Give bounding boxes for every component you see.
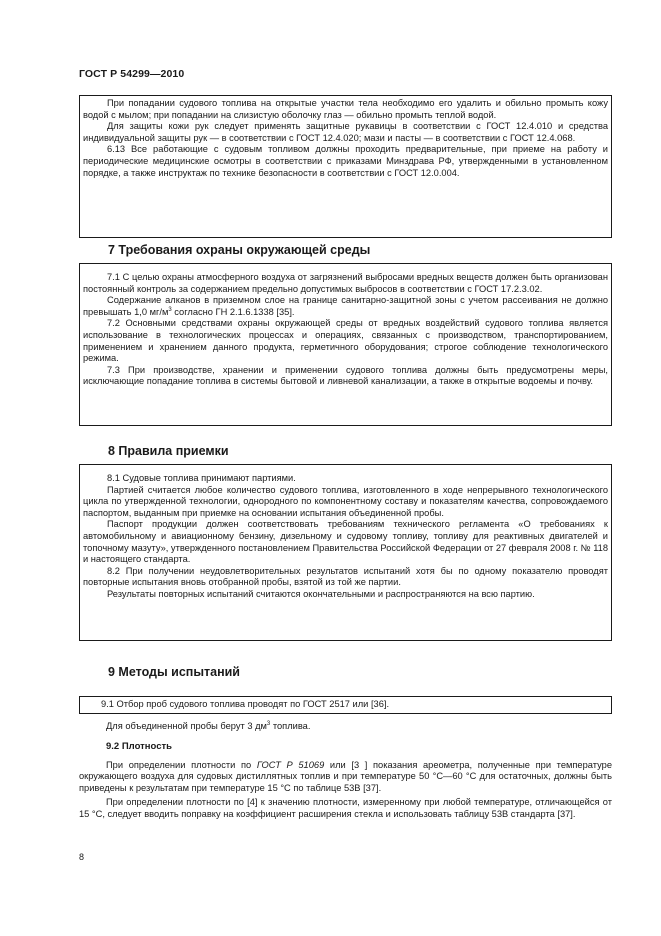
page-number: 8 [79,852,85,862]
section-7-heading: 7 Требования охраны окружающей среды [108,243,371,257]
boxed-text-9-1 [79,696,612,714]
paragraph-9-2-2: При определении плотности по [4] к значению плотности, измеренному при любой температуре, отличающейся от 15 °С, следует вводить поправку на коэффициент расширения стекла и использовать таблицу 53В стандарта [37]. [79,797,612,819]
paragraph-batch-definition: Партией считается любое количество судового топлива, изготовленного в ходе непрерывного технологического цикла по утвержденной технологии, однородного по компонентному составу и показателям качества, сопровождаемого паспортом, выданным при приемке на основании испытания объединенной пробы. [83,484,608,518]
document-header: ГОСТ Р 54299—2010 [79,68,185,80]
section-9-heading: 9 Методы испытаний [108,665,240,679]
paragraph-skin-contact: При попадании судового топлива на открытые участки тела необходимо его удалить и обильно промыть кожу водой с мылом; при попадании на слизистую оболочку глаз — обильно промыть теплой водой. [83,98,608,120]
paragraph-8-1: 8.1 Судовые топлива принимают партиями. [107,473,296,483]
paragraph-alkanes: Содержание алканов в приземном слое на границе санитарно-защитной зоны с учетом рассеивания не должно превышать 1,0 $мг/м^3$ согласно ГН 2.1.6.1338 [35]. [83,295,608,317]
paragraph-9-2-1: При определении плотности по ГОСТ Р 51069 или [3 ] показания ареометра, полученные при температуре окружающего воздуха для судовых дистиллятных топлив и при температуре 50 °С—60 °С для остаточных, должны быть приведены к результатам при температуре 15 °С по таблице 53В [37]. [79,759,612,793]
paragraph-9-1: 9.1 Отбор проб судового топлива проводят по ГОСТ 2517 или [36]. [101,699,390,709]
paragraph-7-3: 7.3 При производстве, хранении и применении судового топлива должны быть предусмотрены меры, исключающие попадание топлива в системы бытовой и ливневой канализации, а также в открытые водоемы и почву. [83,364,608,387]
paragraph-7-2: 7.2 Основными средствами охраны окружающей среды от вредных воздействий судового топлива является использование в технологических процессах и операциях, связанных с производством, транспортированием, применением и хранением данного продукта, герметичного оборудования; строгое соблюдение технологического режима. [83,318,608,364]
boxed-text-section-7 [79,263,612,426]
paragraph-passport: Паспорт продукции должен соответствовать требованиям технического регламента «О требованиях к автомобильному и авиационному бензину, дизельному и судовому топливу, топливу для реактивных двигателей и топочному мазуту», утвержденного постановлением Правительства Российской Федерации от 27 февраля 2008 г. № 118 и настоящего стандарта. [83,519,609,565]
paragraph-combined-sample: Для объединенной пробы берут 3 $дм^3$ топлива. [106,720,311,731]
section-9-body [79,721,612,821]
boxed-text-safety [79,95,612,238]
paragraph-retest-results: Результаты повторных испытаний считаются окончательными и распространяются на всю партию. [107,588,535,599]
paragraph-hand-protection: Для защиты кожи рук следует применять защитные рукавицы в соответствии с ГОСТ 12.4.010 и средства индивидуальной защиты рук — в соответствии с ГОСТ 12.4.020; мази и пасты — в соответствии с ГОСТ 12.4.068. [83,121,608,143]
section-8-heading: 8 Правила приемки [108,444,229,458]
paragraph-7-1: 7.1 С целью охраны атмосферного воздуха от загрязнений выбросами вредных веществ должен быть организован постоянный контроль за содержанием предельно допустимых выбросов в соответствии с ГОСТ 17.2.3.02. [83,272,608,294]
paragraph-8-2: 8.2 При получении неудовлетворительных результатов испытаний хотя бы по одному показателю проводят повторные испытания вновь отобранной пробы, взятой из той же партии. [83,565,608,588]
boxed-text-section-8 [79,464,612,641]
paragraph-6-13: 6.13 Все работающие с судовым топливом должны проходить предварительные, при приеме на работу и периодические медицинские осмотры в соответствии с приказами Минздрава РФ, утвержденными в установленном порядке, а также инструктаж по технике безопасности в соответствии с ГОСТ 12.0.004. [83,144,608,178]
subsection-9-2-heading: 9.2 Плотность [106,740,172,752]
